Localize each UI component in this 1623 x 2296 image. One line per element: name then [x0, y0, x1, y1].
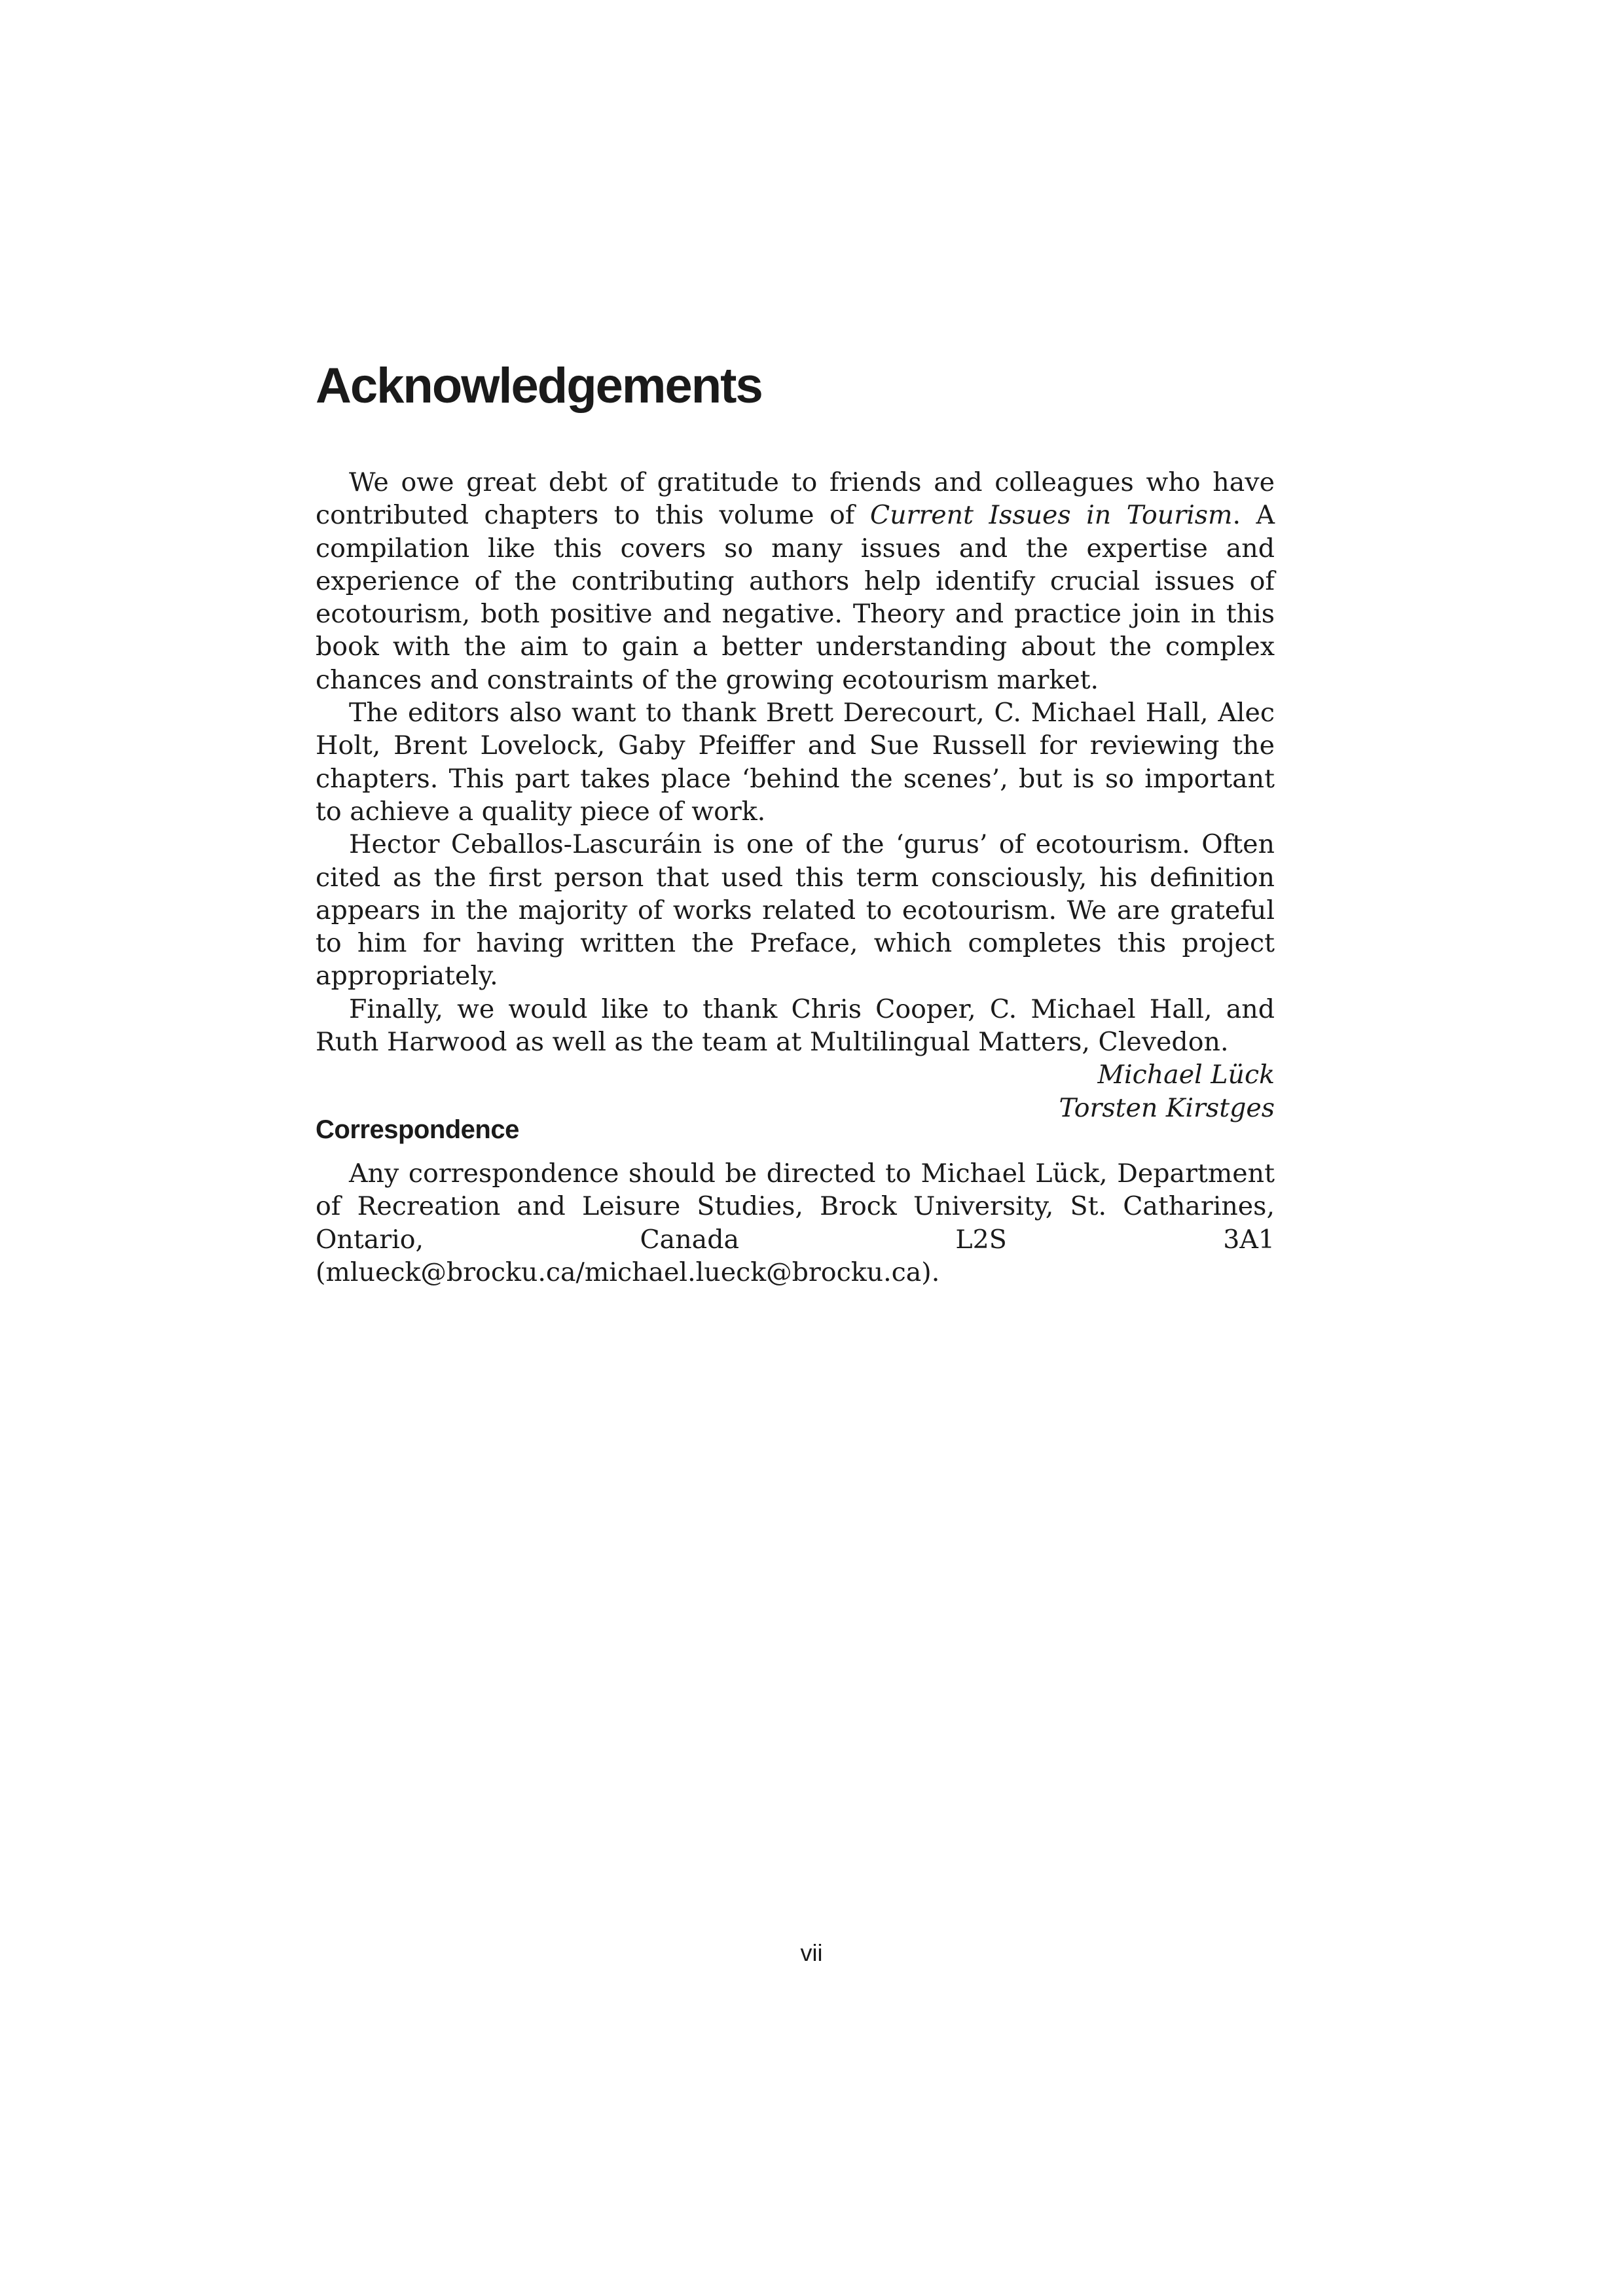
paragraph-2: The editors also want to thank Brett Derecourt, C. Michael Hall, Alec Holt, Brent Lovelock, Gaby Pfeiffer and Sue Russell for reviewing the chapters. This part takes place ‘behind the scenes’, but is so important to achieve a quality piece of work.: [316, 698, 1275, 827]
page-number: vii: [800, 1939, 823, 1966]
signature-editor-1: Michael Lück: [1097, 1060, 1275, 1090]
correspondence-heading: Correspondence: [316, 1115, 519, 1144]
correspondence-body: [316, 1157, 1275, 1289]
acknowledgements-body: [316, 466, 1275, 1124]
paragraph-1-lead: We owe great debt of gratitude to friends and colleagues who have contributed chapters to this volume of: [316, 467, 1275, 531]
page-title: Acknowledgements: [316, 358, 762, 414]
paragraph-4: Finally, we would like to thank Chris Cooper, C. Michael Hall, and Ruth Harwood as well as the team at Multilingual Matters, Clevedon.: [316, 994, 1275, 1058]
book-series-title: Current Issues in Tourism: [869, 500, 1233, 531]
signature-editor-2: Torsten Kirstges: [1059, 1092, 1275, 1123]
correspondence-paragraph: Any correspondence should be directed to Michael Lück, Department of Recreation and Leisure Studies, Brock University, St. Catharines, Ontario, Canada L2S 3A1 (mlueck@brocku.ca/michael.lueck@brocku.ca).: [316, 1158, 1275, 1287]
paragraph-1-rest: . A compilation like this covers so many issues and the expertise and experience of the contributing authors help identify crucial issues of ecotourism, both positive and negative. Theory and practice join in this book with the aim to gain a better understanding about the complex chances and constraints of the growing ecotourism market.: [316, 500, 1275, 695]
paragraph-1: [316, 466, 1275, 696]
paragraph-3: Hector Ceballos-Lascuráin is one of the ‘gurus’ of ecotourism. Often cited as the first person that used this term consciously, his definition appears in the majority of works related to ecotourism. We are grateful to him for having written the Preface, which completes this project appropriately.: [316, 829, 1275, 992]
